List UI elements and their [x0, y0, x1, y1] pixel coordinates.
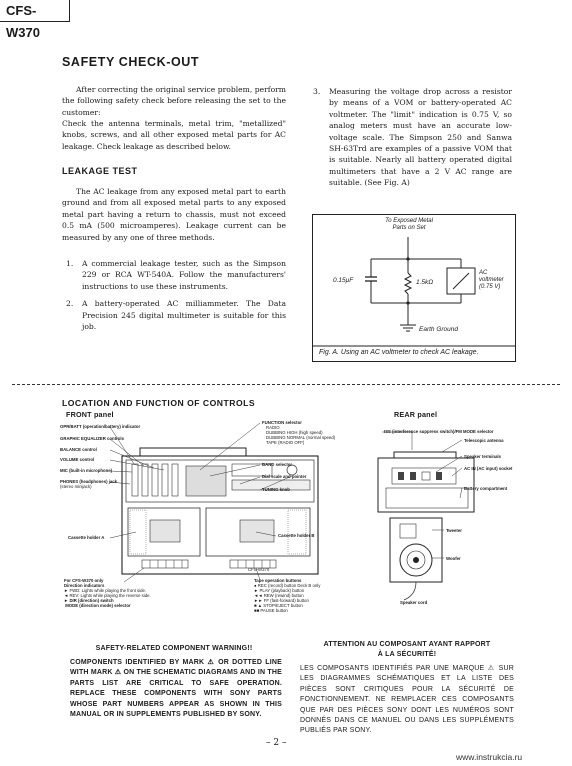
method-item: 2. A battery-operated AC milliammeter. The Data Precision 245 digital multimeter is suitable for this job. — [66, 299, 286, 332]
page-number: – 2 – — [266, 738, 287, 748]
front-label-function-dub-normal: DUBBING NORMAL (normal speed) — [266, 435, 336, 440]
front-label-volume: VOLUME control — [60, 457, 95, 462]
front-label-band: BAND selector — [262, 462, 293, 467]
front-label-opr-batt: OPR/BATT (operation/battery) indicator — [60, 424, 141, 429]
rear-label-ac-in: AC IN (AC input) socket — [464, 466, 513, 471]
front-panel-title: FRONT panel — [66, 410, 114, 419]
rear-panel-diagram — [352, 420, 564, 640]
warning-fr-title: ATTENTION AU COMPOSANT AYANT RAPPORT À LA SÉCURITÉ! — [323, 641, 491, 659]
safety-intro: After correcting the original service problem, perform the following safety check before releasing the set to the customer: — [62, 85, 286, 117]
safety-intro-2: Check the antenna terminals, metal trim, "metallized" knobs, screws, and all other exposed metal parts for AC leakage. Check leakage as described below. — [62, 119, 286, 151]
front-label-cassette-a: Cassette holder A — [68, 535, 105, 540]
method-item: 3. Measuring the voltage drop across a resistor by means of a VOM or battery-operated AC voltmeter. The "limit" indication is 0.75 V, so analog meters must have an accurate low-voltage scale. The Simpson 250 and Sanwa SH-63Trd are examples of a passive VOM that is suitable. Nearly all battery operated digital multimeters that have a 2 V AC range are suitable. (See Fig. A) — [313, 87, 512, 188]
resistor-label: 1.5kΩ — [416, 279, 434, 286]
warning-en-title: SAFETY-RELATED COMPONENT WARNING!! — [95, 645, 253, 652]
figure-caption: Fig. A. Using an AC voltmeter to check AC leakage. — [319, 349, 479, 356]
front-model-tag: CFS-W370 — [248, 567, 270, 572]
rear-label-iss: ISS (interference suppress switch)/FM MODE selector — [384, 429, 494, 434]
rear-label-antenna: Telescopic antenna — [464, 438, 504, 443]
figure-a — [312, 214, 516, 362]
front-label-dial: Dial scale and pointer — [262, 474, 307, 479]
section-divider — [12, 384, 560, 385]
direction-legend: For CFS-W370 only Direction indicators ► FWD: Lights while playing the front side. ◄ REV: Lights while playing the reverse side. ► DIR (direction) switch MODE (direction mode) selector — [64, 578, 151, 608]
rear-label-tweeter: Tweeter — [446, 528, 462, 533]
fig-top-label: To Exposed Metal Parts on Set — [385, 218, 433, 231]
front-label-tuning: TUNING knob — [262, 487, 290, 492]
method-list — [66, 258, 286, 338]
front-label-function-radio: RADIO — [266, 425, 280, 430]
capacitor-label: 0.15μF — [333, 277, 354, 284]
front-label-phones-sub: (stereo minijack) — [60, 484, 92, 489]
leakage-paragraph: The AC leakage from any exposed metal part to earth ground and from all exposed metal parts to any exposed metal part having a return to chassis, must not exceed 0.5 mA (500 microamperes). Leakage current can be measured by any one of three methods. — [62, 187, 286, 242]
front-label-phones: PHONES (headphones) jack — [60, 479, 118, 484]
ground-label: Earth Ground — [419, 326, 459, 333]
front-label-cassette-b: Cassette holder B — [278, 533, 315, 538]
rear-label-speaker-cord: Speaker cord — [400, 600, 428, 605]
front-label-mic: MIC (built-in microphone) — [60, 468, 113, 473]
method-list-continued — [313, 86, 512, 195]
watermark: www.instrukcia.ru — [456, 752, 523, 762]
rear-label-battery: Battery compartment — [464, 486, 508, 491]
warning-fr-text: LES COMPOSANTS IDENTIFIÉS PAR UNE MARQUE ⚠ SUR LES DIAGRAMMES SCHÉMATIQUES ET LA LISTE DES PIÈCES SONT CRITIQUES POUR LA SÉCURITÉ DE FONCTIONNEMENT. NE REMPLACER CES COMPOSANTS QUE PAR DES PIÈCES SONY DONT LES NUMÉROS SONT DONNÉS DANS CE MANUEL OU DANS LES SUPPLÉMENTS PUBLIÉS PAR SONY. — [300, 665, 514, 735]
safety-title: SAFETY CHECK-OUT — [62, 55, 200, 69]
model-tag: CFS-W370 — [0, 0, 70, 22]
front-label-function: FUNCTION selector — [262, 420, 302, 425]
method-item: 1. A commercial leakage tester, such as the Simpson 229 or RCA WT-540A. Follow the manufacturers' instructions to use these instruments. — [66, 259, 286, 291]
tape-buttons-legend: Tape operation buttons ● REC (record) button Deck B only ► PLAY (playback) button ◄◄ REW (rewind) button ►► FF (fast-forward) button ■ ▲ STOP/EJECT button ■■ PAUSE button — [254, 578, 321, 613]
front-label-function-dub-high: DUBBING HIGH (high speed) — [266, 430, 323, 435]
rear-label-woofer: Woofer — [446, 556, 461, 561]
front-label-graphic-eq: GRAPHIC EQUALIZER controls — [60, 436, 124, 441]
rear-panel-title: REAR panel — [394, 410, 438, 419]
front-panel-diagram — [60, 420, 340, 620]
front-label-balance: BALANCE control — [60, 447, 97, 452]
voltmeter-label: AC voltmeter (0.75 V) — [479, 270, 504, 290]
warning-en-text: COMPONENTS IDENTIFIED BY MARK ⚠ OR DOTTED LINE WITH MARK ⚠ ON THE SCHEMATIC DIAGRAMS AND IN THE PARTS LIST ARE CRITICAL TO SAFE OPERATION. REPLACE THESE COMPONENTS WITH SONY PARTS WHOSE PART NUMBERS APPEAR AS SHOWN IN THIS MANUAL OR IN SUPPLEMENTS PUBLISHED BY SONY. — [70, 659, 282, 719]
leakage-title: LEAKAGE TEST — [62, 166, 138, 176]
controls-title: LOCATION AND FUNCTION OF CONTROLS — [62, 398, 256, 408]
rear-label-speaker-terminals: Speaker terminals — [464, 454, 502, 459]
front-label-function-tape: TAPE (RADIO OFF) — [266, 440, 305, 445]
